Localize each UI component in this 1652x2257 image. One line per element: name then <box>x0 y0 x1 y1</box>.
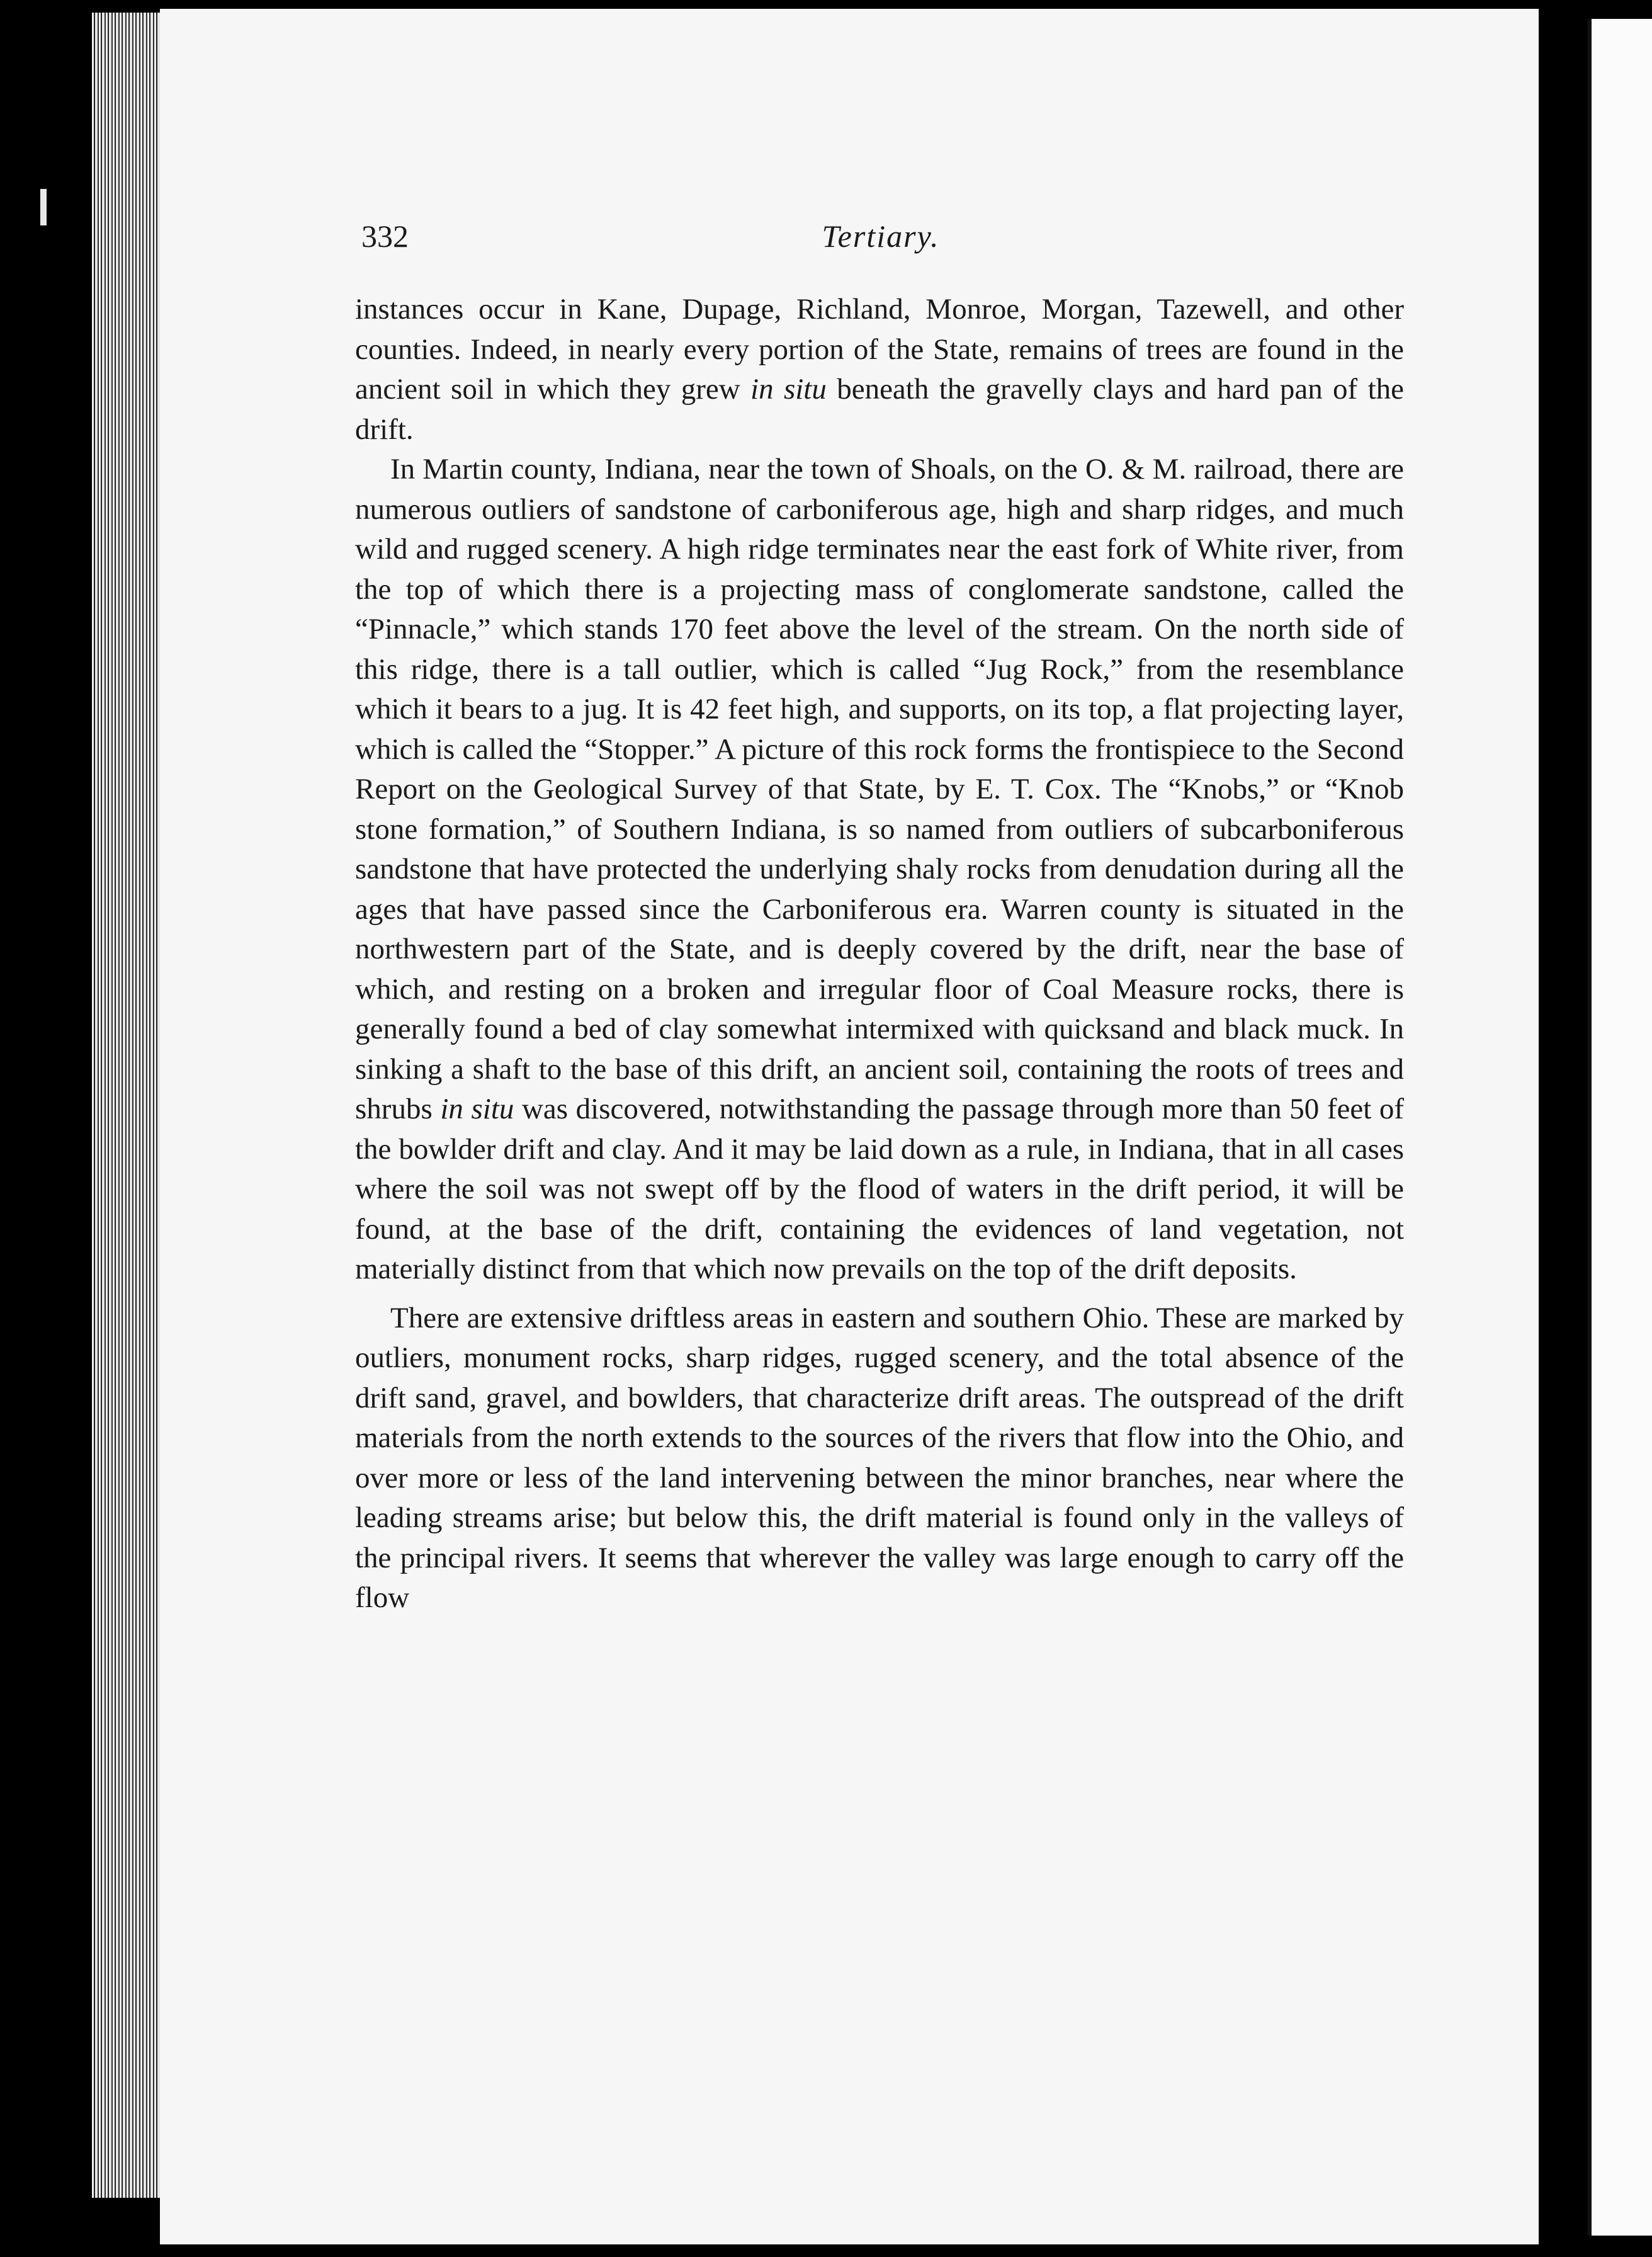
running-head <box>361 218 1400 268</box>
paragraph-3: There are extensive driftless areas in eastern and southern Ohio. These are marked by outliers, monument rocks, sharp ridges, rugged scenery, and the total absence of the drift sand, gravel, and bowlders, that characterize drift areas. The outspread of the drift materials from the north extends to the sources of the rivers that flow into the Ohio, and over more or less of the land intervening between the minor branches, near where the leading streams arise; but below this, the drift material is found only in the valleys of the principal rivers. It seems that wherever the valley was large enough to carry off the flow <box>355 1301 1404 1614</box>
italic-term: in situ <box>750 373 827 406</box>
page-edges <box>92 13 161 2198</box>
paragraph-2: In Martin county, Indiana, near the town of Shoals, on the O. & M. railroad, there are numerous outliers of sandstone of carboniferous age, high and sharp ridges, and much wild and rugged scenery. A high ridge terminates near the east fork of White river, from the top of which there is a projecting mass of conglomerate sandstone, called the “Pinnacle,” which stands 170 feet above the level of the stream. On the north side of this ridge, there is a tall outlier, which is called “Jug Rock,” from the resemblance which it bears to a jug. It is 42 feet high, and supports, on its top, a flat projecting layer, which is called the “Stopper.” A picture of this rock forms the frontispiece to the Second Report on the Geological Survey of that State, by E. T. Cox. The “Knobs,” or “Knob stone formation,” of Southern Indiana, is so named from outliers of subcarboniferous sandstone that have protected the underlying shaly rocks from denudation during all the ages that have passed since the Carboniferous era. Warren county is situated in the northwestern part of the State, and is deeply covered by the drift, near the base of which, and resting on a broken and irregular floor of Coal Measure rocks, there is generally found a bed of clay somewhat intermixed with quicksand and black muck. In sinking a shaft to the base of this drift, an ancient soil, containing the roots of trees and shrubs in situ was discovered, notwithstanding the passage through more than 50 feet of the bowlder drift and clay. And it may be laid down as a rule, in Indiana, that in all cases where the soil was not swept off by the flood of waters in the drift period, it will be found, at the base of the drift, containing the evidences of land vegetation, not materially distinct from that which now prevails on the top of the drift deposits. <box>355 453 1405 1285</box>
body-text <box>355 290 1404 1618</box>
page-number: 332 <box>361 219 409 254</box>
paragraph-1: instances occur in Kane, Dupage, Richland, Monroe, Morgan, Tazewell, and other counties. Indeed, in nearly every portion of the State, remains of trees are found in the ancient soil in which they grew in situ beneath the gravelly clays and hard pan of the drift. <box>355 293 1404 446</box>
page-title: Tertiary. <box>822 219 940 254</box>
italic-term: in situ <box>440 1093 514 1125</box>
adjacent-page-edge <box>1588 19 1652 2236</box>
margin-mark <box>40 189 47 225</box>
